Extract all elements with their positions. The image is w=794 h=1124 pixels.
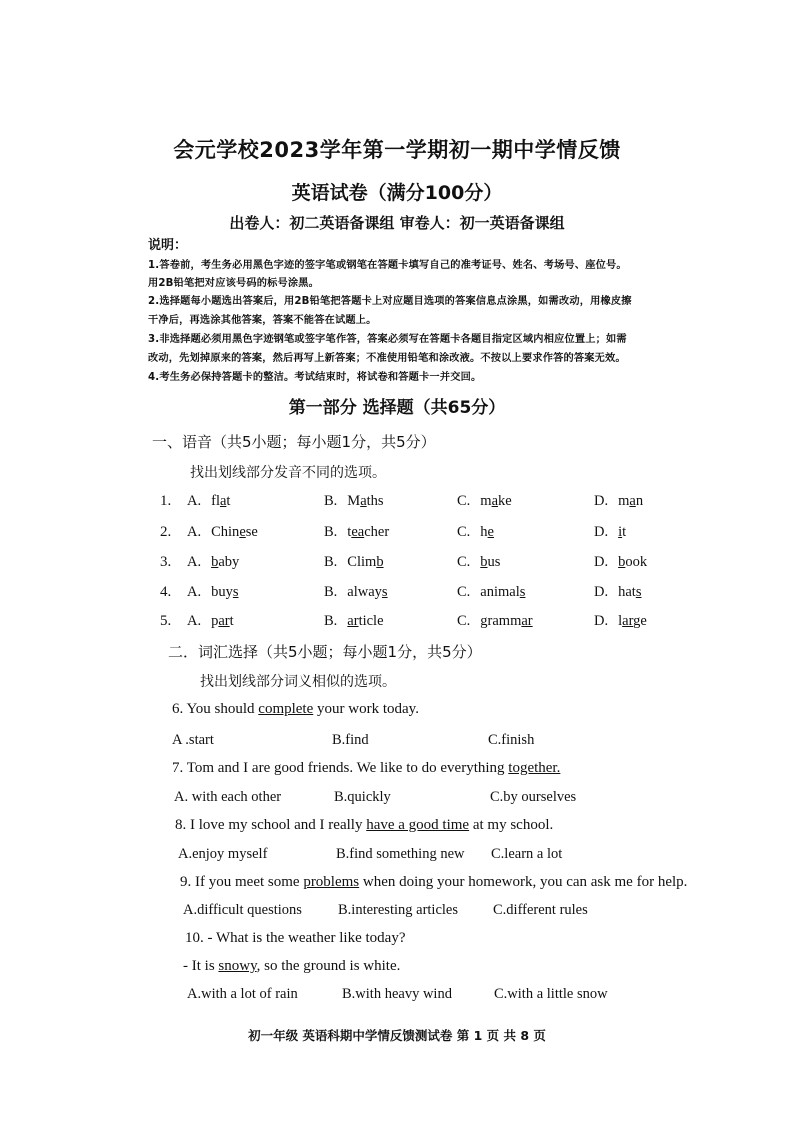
question-stem: [172, 701, 419, 718]
vocab-option: A.difficult questions: [183, 902, 302, 918]
note-line: 1.答卷前，考生务必用黑色字迹的签字笔或钢笔在答题卡填写自己的准考证号、姓名、考场号、座位号。: [148, 260, 627, 271]
option-label: D.: [594, 524, 609, 540]
option-label: C.: [457, 524, 471, 540]
vocab-option: A .start: [172, 732, 214, 748]
word-part: ook: [625, 554, 648, 570]
phonetic-option: [594, 613, 647, 630]
q10-line2: [183, 958, 400, 975]
note-line: 改动，先划掉原来的答案，然后再写上新答案；不准使用铅笔和涂改液。不按以上要求作答的答案无效。: [148, 353, 626, 364]
underlined-letters: ea: [351, 524, 365, 540]
word-part: t: [229, 613, 234, 629]
underlined-letters: b: [480, 554, 488, 570]
vocab-option: C.different rules: [493, 902, 588, 918]
phonetic-option: [187, 584, 239, 601]
option-label: A.: [187, 613, 202, 629]
underlined-letters: ar: [622, 613, 634, 629]
word-part: h: [480, 524, 488, 540]
word-part: hat: [618, 584, 636, 600]
word-part: ke: [498, 493, 512, 509]
word-part: M: [347, 493, 361, 509]
vocab-option: A. with each other: [174, 789, 282, 805]
vocab-option: C.by ourselves: [490, 789, 577, 805]
underlined-letters: s: [232, 584, 239, 600]
underlined-letters: i: [618, 524, 623, 540]
word-part: m: [480, 493, 492, 509]
underlined-letters: ar: [347, 613, 359, 629]
underlined-phrase: together.: [508, 760, 561, 776]
vocab-option: B.find: [332, 732, 369, 748]
underlined-letters: e: [239, 524, 246, 540]
underlined-letters: b: [376, 554, 384, 570]
word-part: fl: [211, 493, 220, 509]
note-line: 干净后，再选涂其他答案，答案不能答在试题上。: [148, 315, 377, 326]
stem-text: your work today.: [313, 701, 419, 717]
question-stem: [180, 874, 687, 891]
underlined-letters: s: [635, 584, 642, 600]
phonetic-option: [324, 493, 384, 510]
underlined-letters: s: [381, 584, 388, 600]
word-part: alway: [347, 584, 382, 600]
option-label: C.: [457, 584, 471, 600]
question-number: 2.: [160, 524, 172, 540]
option-label: A.: [187, 554, 202, 570]
word-part: p: [211, 613, 219, 629]
word-part: us: [487, 554, 501, 570]
word-part: t: [622, 524, 627, 540]
q10-option-b: B.with heavy wind: [342, 986, 452, 1002]
q10-option-a: A.with a lot of rain: [187, 986, 298, 1002]
option-label: D.: [594, 493, 609, 509]
exam-subject: 英语试卷（满分100分）: [291, 182, 503, 204]
underlined-phrase: complete: [258, 701, 314, 717]
word-part: ths: [366, 493, 384, 509]
vocab-option: C.learn a lot: [491, 846, 563, 862]
phonetic-option: [187, 554, 239, 571]
word-part: aby: [218, 554, 240, 570]
q10-option-c: C.with a little snow: [494, 986, 608, 1002]
phonetic-option: [324, 613, 384, 630]
option-label: D.: [594, 584, 609, 600]
page-footer: 初一年级 英语科期中学情反馈测试卷 第 1 页 共 8 页: [248, 1028, 546, 1043]
q10-line1: 10. - What is the weather like today?: [185, 930, 406, 946]
phonetic-option: [187, 613, 234, 630]
note-line: 3.非选择题必须用黑色字迹钢笔或签字笔作答，答案必须写在答题卡各题目指定区域内相应位置上；如需: [148, 334, 627, 345]
vocab-option: A.enjoy myself: [178, 846, 268, 862]
phonetic-option: [457, 613, 533, 630]
option-label: B.: [324, 584, 338, 600]
section1-title: 一、语音（共5小题；每小题1分，共5分）: [152, 433, 436, 451]
phonetic-option: [324, 584, 388, 601]
note-line: 4.考生务必保持答题卡的整洁。考试结束时，将试卷和答题卡一并交回。: [148, 372, 482, 383]
word-part: se: [245, 524, 258, 540]
word-part: cher: [364, 524, 390, 540]
underlined-phrase: problems: [303, 874, 360, 890]
option-label: A.: [187, 584, 202, 600]
stem-text: 9. If you meet some: [180, 874, 304, 890]
question-number: 5.: [160, 613, 172, 629]
underlined-letters: a: [219, 493, 227, 509]
underlined-phrase: have a good time: [366, 817, 470, 833]
question-number: 4.: [160, 584, 172, 600]
part1-title: 第一部分 选择题（共65分）: [288, 398, 506, 418]
stem-text: at my school.: [469, 817, 554, 833]
underlined-letters: a: [629, 493, 636, 509]
option-label: C.: [457, 613, 471, 629]
note-line: 2.选择题每小题选出答案后，用2B铅笔把答题卡上对应题目选项的答案信息点涂黑，如需改动，用橡皮擦: [148, 296, 632, 307]
stem-text: 7. Tom and I are good friends. We like to do everything: [172, 760, 509, 776]
option-label: B.: [324, 613, 338, 629]
exam-title: 会元学校2023学年第一学期初一期中学情反馈: [173, 138, 621, 162]
word-part: ge: [633, 613, 647, 629]
section2-instruction: 找出划线部分词义相似的选项。: [200, 674, 396, 690]
section1-instruction: 找出划线部分发音不同的选项。: [190, 465, 386, 481]
option-label: D.: [594, 554, 609, 570]
word-part: gramm: [480, 613, 522, 629]
option-label: B.: [324, 524, 338, 540]
word-part: t: [347, 524, 352, 540]
q10-underlined: snowy: [218, 958, 257, 974]
option-label: D.: [594, 613, 609, 629]
question-number: 3.: [160, 554, 172, 570]
option-label: A.: [187, 524, 202, 540]
underlined-letters: ar: [218, 613, 230, 629]
underlined-letters: ar: [521, 613, 533, 629]
underlined-letters: b: [618, 554, 626, 570]
word-part: animal: [480, 584, 520, 600]
option-label: B.: [324, 554, 338, 570]
notes-heading: 说明：: [148, 238, 188, 253]
phonetic-option: [594, 554, 647, 571]
phonetic-option: [594, 584, 641, 601]
underlined-letters: e: [487, 524, 494, 540]
question-stem: [172, 760, 560, 777]
word-part: n: [635, 493, 644, 509]
stem-text: when doing your homework, you can ask me for help.: [359, 874, 688, 890]
underlined-letters: s: [519, 584, 526, 600]
vocab-option: B.interesting articles: [338, 902, 458, 918]
word-part: ticle: [358, 613, 384, 629]
word-part: m: [618, 493, 630, 509]
question-number: 1.: [160, 493, 172, 509]
underlined-letters: a: [491, 493, 499, 509]
phonetic-option: [594, 493, 643, 510]
section2-title: 二．词汇选择（共5小题；每小题1分，共5分）: [168, 643, 482, 661]
word-part: Clim: [347, 554, 377, 570]
exam-authors: 出卷人：初二英语备课组 审卷人：初一英语备课组: [229, 214, 565, 232]
vocab-option: B.find something new: [336, 846, 465, 862]
word-part: Chin: [211, 524, 240, 540]
word-part: t: [226, 493, 231, 509]
underlined-letters: b: [211, 554, 219, 570]
phonetic-option: [457, 493, 512, 510]
stem-text: 8. I love my school and I really: [175, 817, 367, 833]
option-label: B.: [324, 493, 338, 509]
phonetic-option: [324, 524, 389, 541]
vocab-option: C.finish: [488, 732, 535, 748]
option-label: A.: [187, 493, 202, 509]
phonetic-option: [457, 554, 500, 571]
option-label: C.: [457, 493, 471, 509]
phonetic-option: [187, 524, 258, 541]
note-line: 用2B铅笔把对应该号码的标号涂黑。: [148, 278, 320, 289]
stem-text: 6. You should: [172, 701, 259, 717]
q10-line2-post: , so the ground is white.: [256, 958, 401, 974]
word-part: l: [618, 613, 623, 629]
word-part: buy: [211, 584, 233, 600]
phonetic-option: [187, 493, 230, 510]
phonetic-option: [457, 524, 494, 541]
phonetic-option: [594, 524, 626, 541]
question-stem: [175, 817, 553, 834]
vocab-option: B.quickly: [334, 789, 391, 805]
underlined-letters: a: [360, 493, 367, 509]
option-label: C.: [457, 554, 471, 570]
phonetic-option: [324, 554, 384, 571]
q10-line2-pre: - It is: [183, 958, 219, 974]
phonetic-option: [457, 584, 525, 601]
